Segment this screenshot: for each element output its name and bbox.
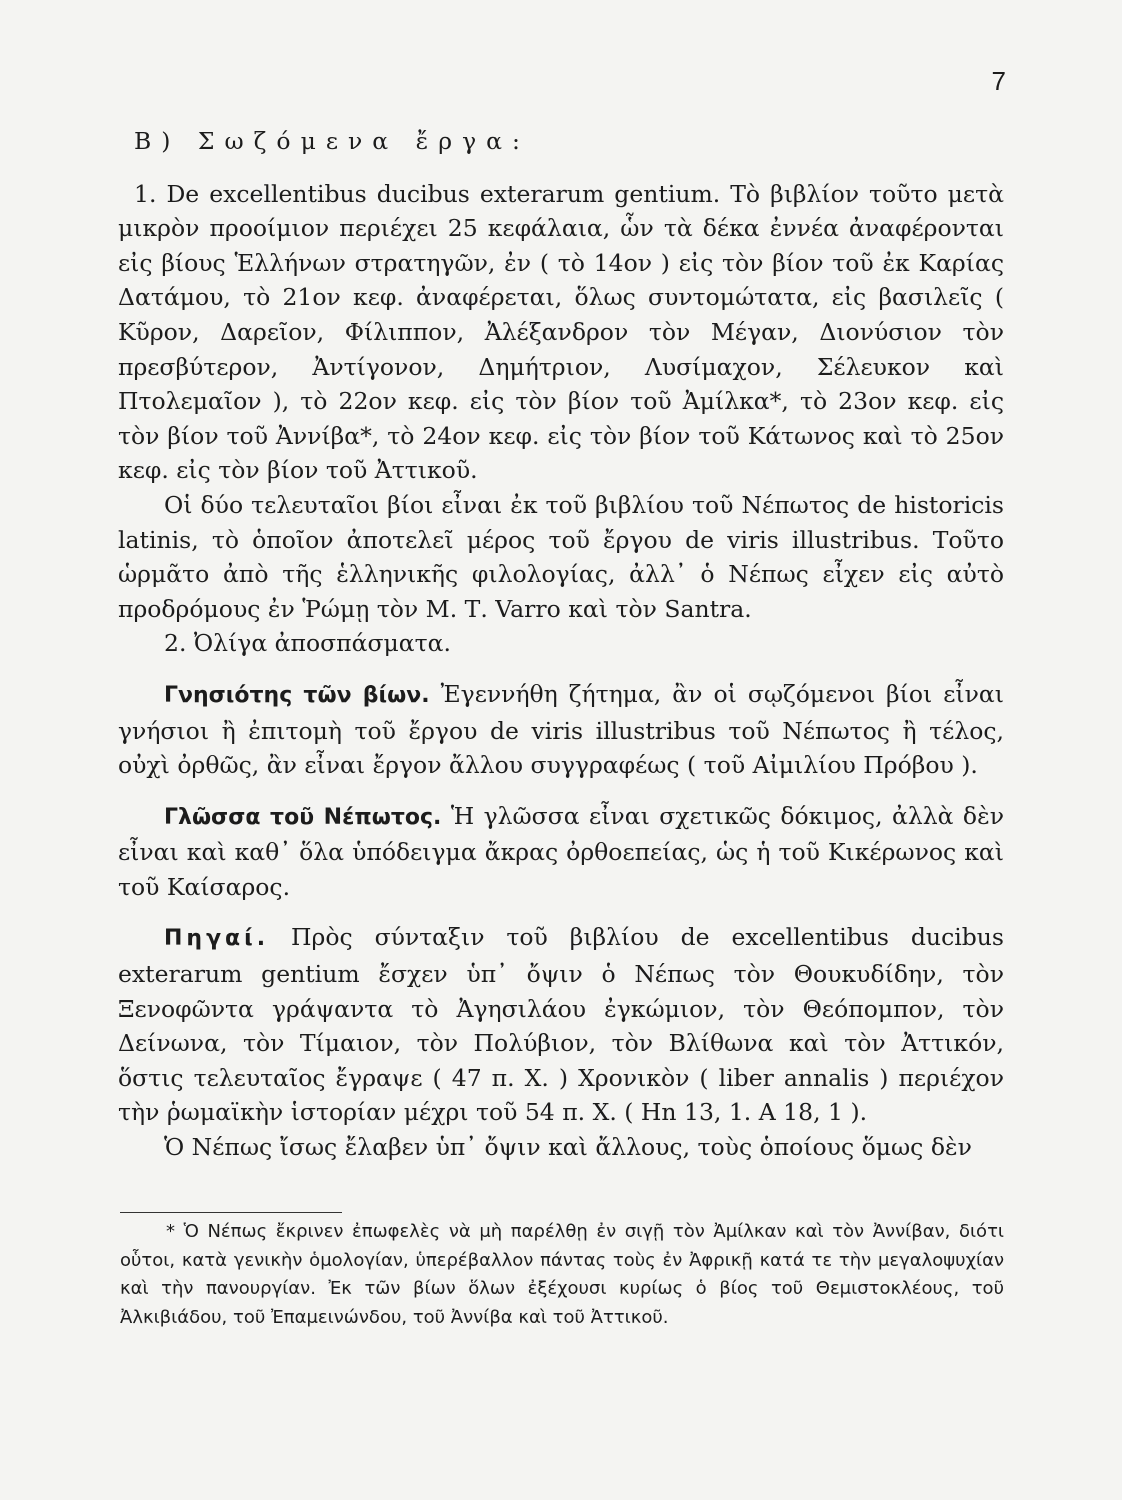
section-authenticity	[118, 677, 1004, 783]
section-language	[118, 799, 1004, 905]
section-title: Πηγαί.	[164, 926, 270, 952]
work-item-2	[118, 626, 1004, 661]
footnote: * Ὁ Νέπως ἔκρινεν ἐπωφελὲς νὰ μὴ παρέλθῃ ἐν σιγῇ τὸν Ἀμίλκαν καὶ τὸν Ἀννίβαν, διότι οὗτοι, κατὰ γενικὴν ὁμολογίαν, ὑπερέβαλλον πάντας τοὺς ἐν Ἀφρικῇ κατά τε τὴν μεγαλοψυχίαν καὶ τὴν πανουργίαν. Ἐκ τῶν βίων ὅλων ἐξέχουσι κυρίως ὁ βίος τοῦ Θεμιστοκλέους, τοῦ Ἀλκιβιάδου, τοῦ Ἐπαμεινώνδου, τοῦ Ἀννίβα καὶ τοῦ Ἀττικοῦ.	[120, 1221, 1004, 1329]
main-text	[118, 124, 1004, 1165]
section-heading: B) Σωζόμενα ἔργα:	[134, 127, 530, 155]
section-title: Γλῶσσα τοῦ Νέπωτος.	[164, 804, 442, 830]
work-text: Ὀλίγα ἀποσπάσματα.	[193, 629, 452, 658]
work-text: Οἱ δύο τελευταῖοι βίοι εἶναι ἐκ τοῦ βιβλίου τοῦ Νέπωτος de historicis latinis, τὸ ὁποῖον ἀποτελεῖ μέρος τοῦ ἔργου de viris illustribus. Τοῦτο ὡρμᾶτο ἀπὸ τῆς ἑλληνικῆς φιλολογίας, ἀλλ᾽ ὁ Νέπως εἶχεν εἰς αὐτὸ προδρόμους ἐν Ῥώμῃ τὸν Μ. Τ. Varro καὶ τὸν Santra.	[118, 490, 1004, 623]
section-title: Γνησιότης τῶν βίων.	[164, 682, 430, 708]
work-paragraph-historicis	[118, 488, 1004, 626]
work-number: 2.	[164, 629, 187, 658]
section-text: Ἐγεννήθη ζήτημα, ἂν οἱ σῳζόμενοι βίοι εἶναι γνήσιοι ἢ ἐπιτομὴ τοῦ ἔργου de viris illustribus τοῦ Νέπωτος ἢ τέλος, οὐχὶ ὀρθῶς, ἂν εἶναι ἔργον ἄλλου συγγραφέως ( τοῦ Αἰμιλίου Πρόβου ).	[118, 679, 1004, 780]
section-sources	[118, 920, 1004, 1130]
page-number: 7	[991, 66, 1006, 96]
section-continuation	[118, 1130, 1004, 1165]
section-text: Πρὸς σύνταξιν τοῦ βιβλίου de excellentibus ducibus exterarum gentium ἔσχεν ὑπ᾽ ὄψιν ὁ Νέπως τὸν Θουκυδίδην, τὸν Ξενοφῶντα γράψαντα τὸ Ἀγησιλάου ἐγκώμιον, τὸν Θεόπομπον, τὸν Δείνωνα, τὸν Τίμαιον, τὸν Πολύβιον, τὸν Βλίθωνα καὶ τὸν Ἀττικόν, ὅστις τελευταῖος ἔγραψε ( 47 π. Χ. ) Χρονικὸν ( liber annalis ) περιέχον τὴν ῥωμαϊκὴν ἱστορίαν μέχρι τοῦ 54 π. Χ. ( Hn 13, 1. A 18, 1 ).	[118, 923, 1004, 1127]
footnote-divider	[120, 1212, 342, 1213]
section-text: Ὁ Νέπως ἴσως ἔλαβεν ὑπ᾽ ὄψιν καὶ ἄλλους, τοὺς ὁποίους ὅμως δὲν	[164, 1133, 972, 1162]
work-item-1	[118, 177, 1004, 488]
work-text: De excellentibus ducibus exterarum gentium. Τὸ βιβλίον τοῦτο μετὰ μικρὸν προοίμιον περιέχει 25 κεφάλαια, ὧν τὰ δέκα ἐννέα ἀναφέρονται εἰς βίους Ἑλλήνων στρατηγῶν, ἐν ( τὸ 14ον ) εἰς τὸν βίον τοῦ ἐκ Καρίας Δατάμου, τὸ 21ον κεφ. ἀναφέρεται, ὅλως συντομώτατα, εἰς βασιλεῖς ( Κῦρον, Δαρεῖον, Φίλιππον, Ἀλέξανδρον τὸν Μέγαν, Διονύσιον τὸν πρεσβύτερον, Ἀντίγονον, Δημήτριον, Λυσίμαχον, Σέλευκον καὶ Πτολεμαῖον ), τὸ 22ον κεφ. εἰς τὸν βίον τοῦ Ἀμίλκα*, τὸ 23ον κεφ. εἰς τὸν βίον τοῦ Ἀννίβα*, τὸ 24ον κεφ. εἰς τὸν βίον τοῦ Κάτωνος καὶ τὸ 25ον κεφ. εἰς τὸν βίον τοῦ Ἀττικοῦ.	[118, 179, 1004, 485]
work-number: 1.	[134, 179, 157, 208]
section-text: Ἡ γλῶσσα εἶναι σχετικῶς δόκιμος, ἀλλὰ δὲν εἶναι καὶ καθ᾽ ὅλα ὑπόδειγμα ἄκρας ὀρθοεπείας, ὡς ἡ τοῦ Κικέρωνος καὶ τοῦ Καίσαρος.	[118, 801, 1004, 901]
